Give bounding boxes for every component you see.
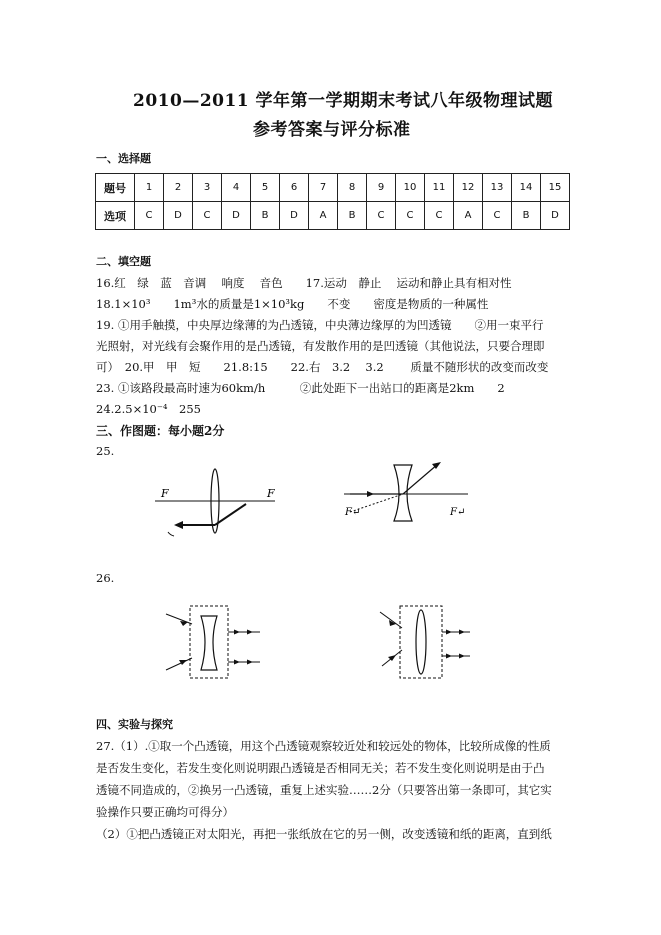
- question-number: 13: [483, 174, 512, 202]
- question-number: 8: [338, 174, 367, 202]
- answer-cell: B: [251, 202, 280, 230]
- table-row: [96, 174, 570, 202]
- focus-label-left: F↵: [345, 507, 361, 518]
- question-number: 7: [309, 174, 338, 202]
- section-heading-experiment: 四、实验与探究: [96, 718, 173, 731]
- answer-cell: D: [164, 202, 193, 230]
- dashed-box: [190, 606, 228, 678]
- question-label-26: 26.: [96, 571, 115, 585]
- table-row: [96, 202, 570, 230]
- answer-line: 可） 20.甲 甲 短 21.8:15 22.右 3.2 3.2 质量不随形状的改变而改变: [96, 360, 549, 374]
- arrow-head-icon: [459, 654, 465, 659]
- answer-line: 18.1×10³ 1m³水的质量是1×10³kg 不变 密度是物质的一种属性: [96, 297, 489, 311]
- concave-lens-diagram: [340, 455, 472, 525]
- arrow-head-icon: [247, 630, 253, 635]
- question-number: 1: [135, 174, 164, 202]
- answer-cell: C: [425, 202, 454, 230]
- answer-cell: A: [454, 202, 483, 230]
- question-number: 4: [222, 174, 251, 202]
- question-number: 15: [541, 174, 570, 202]
- focus-label-right: F: [267, 487, 275, 500]
- section-heading-drawing: 三、作图题：每小题2分: [96, 424, 225, 438]
- answer-line: 验操作只要正确均可得分）: [96, 805, 234, 819]
- answer-line: 24.2.5×10⁻⁴ 255: [96, 402, 201, 416]
- answer-cell: C: [483, 202, 512, 230]
- answer-cell: A: [309, 202, 338, 230]
- page-subtitle: 参考答案与评分标准: [253, 120, 411, 140]
- answer-cell: D: [280, 202, 309, 230]
- question-number: 11: [425, 174, 454, 202]
- answer-cell: C: [396, 202, 425, 230]
- concave-lens-icon: [394, 465, 412, 521]
- focus-label-right: F↵: [450, 507, 466, 518]
- answer-cell: B: [338, 202, 367, 230]
- arrow-head-icon: [234, 630, 240, 635]
- answer-line: （2）①把凸透镜正对太阳光，再把一张纸放在它的另一侧，改变透镜和纸的距离，直到纸: [96, 827, 552, 841]
- arrow-head-icon: [247, 660, 253, 665]
- arrow-head-icon: [367, 491, 374, 497]
- row-label-answer: 选项: [96, 202, 135, 230]
- answer-cell: B: [512, 202, 541, 230]
- question-number: 10: [396, 174, 425, 202]
- answer-cell: C: [367, 202, 396, 230]
- answer-cell: C: [193, 202, 222, 230]
- answer-cell: D: [541, 202, 570, 230]
- arrow-head-icon: [446, 630, 452, 635]
- incident-ray: [215, 504, 246, 525]
- arrow-head-icon: [459, 630, 465, 635]
- question-number: 2: [164, 174, 193, 202]
- focus-label-left: F: [161, 487, 169, 500]
- convex-lens-box-diagram: [372, 604, 484, 680]
- row-label-question: 题号: [96, 174, 135, 202]
- arrow-head-icon: [446, 654, 452, 659]
- answer-line: 16.红 绿 蓝 音调 响度 音色 17.运动 静止 运动和静止具有相对性: [96, 276, 512, 290]
- arrow-head-icon: [179, 660, 187, 665]
- section-heading-choice: 一、选择题: [96, 152, 151, 165]
- answer-table: [95, 173, 570, 230]
- question-number: 12: [454, 174, 483, 202]
- dashed-box: [400, 606, 442, 678]
- answer-line: 光照射，对光线有会聚作用的是凸透镜，有发散作用的是凹透镜（其他说法，只要合理即: [96, 339, 545, 353]
- question-number: 5: [251, 174, 280, 202]
- incident-ray: [166, 658, 192, 670]
- answer-line: 19. ①用手触摸，中央厚边缘薄的为凸透镜，中央薄边缘厚的为凹透镜 ②用一束平行: [96, 318, 544, 332]
- question-number: 14: [512, 174, 541, 202]
- question-number: 9: [367, 174, 396, 202]
- answer-line: 23. ①该路段最高时速为60km/h ②此处距下一出站口的距离是2km 2: [96, 381, 505, 395]
- page-title: 2010—2011 学年第一学期期末考试八年级物理试题: [133, 91, 554, 111]
- answer-cell: D: [222, 202, 251, 230]
- section-heading-fill: 二、填空题: [96, 255, 151, 268]
- question-number: 6: [280, 174, 309, 202]
- incident-ray: [166, 614, 192, 624]
- question-number: 3: [193, 174, 222, 202]
- answer-line: 透镜不同造成的，②换另一凸透镜，重复上述实验……2分（只要答出第一条即可，其它实: [96, 783, 552, 797]
- arrow-head-icon: [174, 521, 183, 529]
- convex-lens-diagram: [150, 468, 280, 540]
- answer-line: 27.（1）.①取一个凸透镜，用这个凸透镜观察较近处和较远处的物体，比较所成像的性质: [96, 739, 551, 753]
- concave-lens-box-diagram: [158, 604, 270, 680]
- concave-lens-icon: [201, 616, 217, 670]
- convex-lens-icon: [416, 610, 426, 674]
- arrow-head-icon: [234, 660, 240, 665]
- answer-line: 是否发生变化，若发生变化则说明跟凸透镜是否相同无关；若不发生变化则说明是由于凸: [96, 761, 545, 775]
- answer-cell: C: [135, 202, 164, 230]
- question-label-25: 25.: [96, 444, 115, 458]
